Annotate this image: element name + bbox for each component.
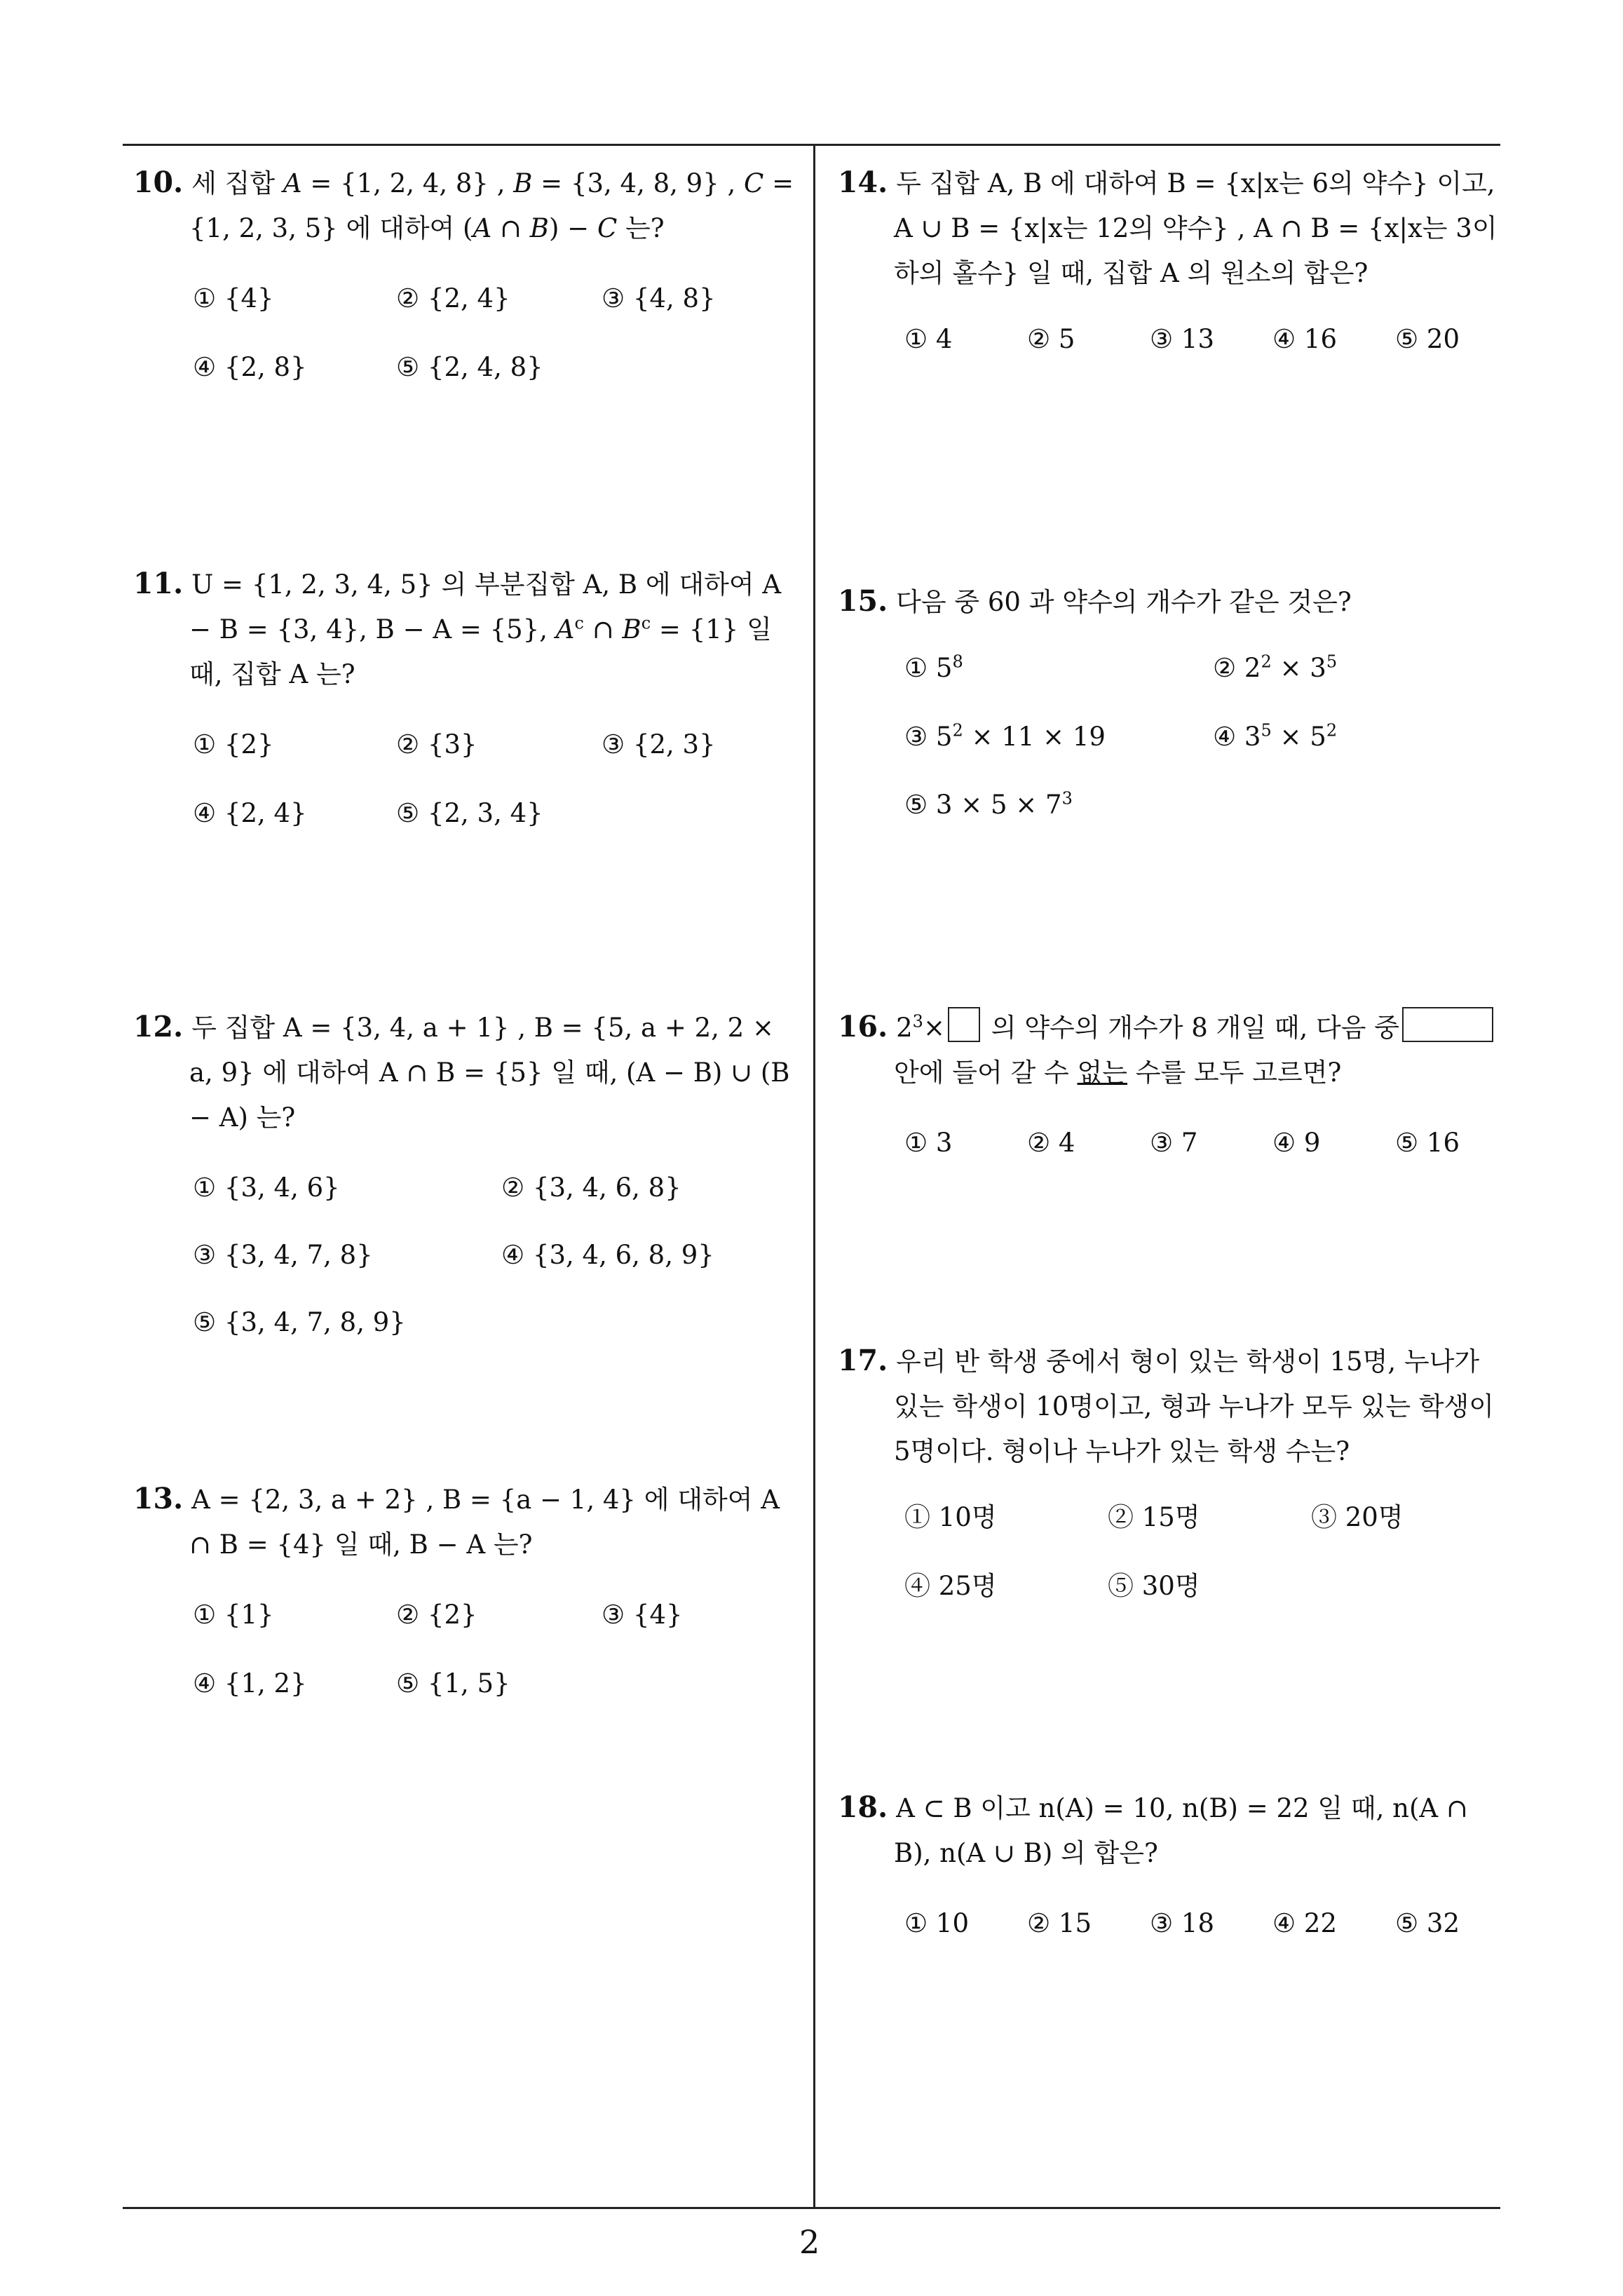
question-10-stem: 10. 세 집합 A = {1, 2, 4, 8} , B = {3, 4, 8, 9} , C = {1, 2, 3, 5} 에 대하여 (A ∩ B) − C 는? (133, 166, 794, 243)
option-5[interactable]: ⑤ {1, 5} (396, 1668, 510, 1699)
option-2[interactable]: ② {2, 4} (396, 283, 510, 313)
option-5[interactable]: ⑤ 20 (1395, 324, 1460, 354)
option-1[interactable]: ① {2} (193, 729, 274, 759)
question-10 (133, 160, 803, 417)
question-number: 14. (838, 166, 888, 199)
option-5[interactable]: ⑤ {2, 4, 8} (396, 352, 543, 382)
option-1[interactable]: ① 4 (904, 324, 953, 354)
option-3[interactable]: ③ $5^2 \times 11 \times 19$ (904, 720, 1106, 752)
option-2[interactable]: ② {2} (396, 1600, 477, 1630)
answer-options (133, 276, 803, 417)
option-5[interactable]: ⑤ {2, 3, 4} (396, 798, 543, 828)
answer-options (133, 722, 803, 863)
option-5[interactable]: ⑤ {3, 4, 7, 8, 9} (193, 1307, 406, 1337)
column-divider (813, 144, 815, 2209)
option-2[interactable]: ② 15명 (1108, 1502, 1200, 1532)
question-17-stem: 17. 우리 반 학생 중에서 형이 있는 학생이 15명, 누나가 있는 학생이 10명이고, 형과 누나가 모두 있는 학생이 5명이다. 형이나 누나가 있는 학생 수는? (838, 1344, 1495, 1466)
option-4[interactable]: ④ {3, 4, 6, 8, 9} (501, 1240, 714, 1270)
option-1[interactable]: ① {3, 4, 6} (193, 1173, 340, 1203)
option-1[interactable]: ① 10 (904, 1908, 970, 1938)
question-11 (133, 561, 803, 863)
question-18 (838, 1785, 1511, 1971)
answer-options (838, 1121, 1511, 1191)
option-3[interactable]: ③ {4, 8} (602, 283, 716, 313)
question-14-stem: 14. 두 집합 A, B 에 대하여 B = {x|x는 6의 약수} 이고, A ∪ B = {x|x는 12의 약수} , A ∩ B = {x|x는 3이하의 홀수} 일 때, 집합 A 의 원소의 합은? (838, 166, 1498, 288)
option-4[interactable]: ④ {2, 4} (193, 798, 307, 828)
option-1[interactable]: ① 10명 (904, 1502, 997, 1532)
option-1[interactable]: ① $5^8$ (904, 651, 963, 683)
option-2[interactable]: ② 5 (1027, 324, 1075, 354)
question-15-stem: 15. 다음 중 60 과 약수의 개수가 같은 것은? (838, 584, 1352, 618)
page-number: 2 (799, 2223, 820, 2261)
underlined-word: 없는 (1077, 1058, 1127, 1088)
option-2[interactable]: ② {3} (396, 729, 477, 759)
option-4[interactable]: ④ 22 (1272, 1908, 1338, 1938)
option-4[interactable]: ④ {2, 8} (193, 352, 307, 382)
question-16-stem: 16. $2^3\times$ 의 약수의 개수가 8 개일 때, 다음 중 안에 들어 갈 수 없는 수를 모두 고르면? (894, 1004, 1511, 1095)
option-4[interactable]: ④ 16 (1272, 324, 1338, 354)
option-3[interactable]: ③ 20명 (1311, 1502, 1404, 1532)
question-13-stem: 13. A = {2, 3, a + 2} , B = {a − 1, 4} 에 대하여 A ∩ B = {4} 일 때, B − A 는? (133, 1482, 780, 1560)
question-16 (838, 1004, 1511, 1191)
option-1[interactable]: ① 3 (904, 1128, 953, 1158)
question-number: 13. (133, 1482, 184, 1515)
option-2[interactable]: ② $2^2 \times 3^5$ (1213, 651, 1338, 683)
answer-options (133, 1593, 803, 1733)
blank-box-wide (1402, 1007, 1493, 1042)
answer-options (838, 317, 1511, 387)
question-number: 12. (133, 1010, 184, 1044)
option-5[interactable]: ⑤ 16 (1395, 1128, 1460, 1158)
option-3[interactable]: ③ {3, 4, 7, 8} (193, 1240, 373, 1270)
option-3[interactable]: ③ 7 (1150, 1128, 1198, 1158)
question-11-stem: 11. U = {1, 2, 3, 4, 5} 의 부분집합 A, B 에 대하여 A − B = {3, 4}, B − A = {5}, $A^c$ ∩ $B^c = \{1\}$ 일 때, 집합 A 는? (133, 567, 782, 689)
question-15 (838, 579, 1511, 856)
option-5[interactable]: ⑤ 30명 (1108, 1571, 1200, 1601)
question-number: 18. (838, 1790, 888, 1824)
option-5[interactable]: ⑤ $3 \times 5 \times 7^3$ (904, 788, 1073, 820)
option-3[interactable]: ③ 18 (1150, 1908, 1215, 1938)
option-2[interactable]: ② 4 (1027, 1128, 1075, 1158)
question-14 (838, 160, 1511, 387)
answer-options (133, 1166, 803, 1376)
question-number: 16. (838, 1010, 888, 1044)
option-1[interactable]: ① {1} (193, 1600, 274, 1630)
option-4[interactable]: ④ $3^5 \times 5^2$ (1213, 720, 1338, 752)
answer-options (838, 646, 1511, 856)
bottom-rule (123, 2207, 1500, 2209)
option-2[interactable]: ② 15 (1027, 1908, 1092, 1938)
option-1[interactable]: ① {4} (193, 283, 274, 313)
answer-options (838, 1901, 1511, 1971)
question-13 (133, 1476, 803, 1733)
option-3[interactable]: ③ 13 (1150, 324, 1215, 354)
top-rule (123, 144, 1500, 146)
option-3[interactable]: ③ {4} (602, 1600, 683, 1630)
question-number: 15. (838, 584, 888, 618)
question-17 (838, 1338, 1511, 1635)
question-number: 10. (133, 166, 184, 199)
option-4[interactable]: ④ 9 (1272, 1128, 1321, 1158)
option-4[interactable]: ④ {1, 2} (193, 1668, 307, 1699)
question-number: 17. (838, 1344, 888, 1377)
question-number: 11. (133, 567, 184, 600)
question-12 (133, 1004, 803, 1376)
question-12-stem: 12. 두 집합 A = {3, 4, a + 1} , B = {5, a + 2, 2 × a, 9} 에 대하여 A ∩ B = {5} 일 때, (A − B) ∪ (B − A) 는? (133, 1010, 790, 1133)
option-5[interactable]: ⑤ 32 (1395, 1908, 1460, 1938)
answer-options (838, 1495, 1511, 1635)
option-4[interactable]: ④ 25명 (904, 1571, 997, 1601)
blank-box (948, 1007, 980, 1042)
option-3[interactable]: ③ {2, 3} (602, 729, 716, 759)
question-18-stem: 18. A ⊂ B 이고 n(A) = 10, n(B) = 22 일 때, n(A ∩ B), n(A ∪ B) 의 합은? (838, 1790, 1468, 1868)
option-2[interactable]: ② {3, 4, 6, 8} (501, 1173, 681, 1203)
